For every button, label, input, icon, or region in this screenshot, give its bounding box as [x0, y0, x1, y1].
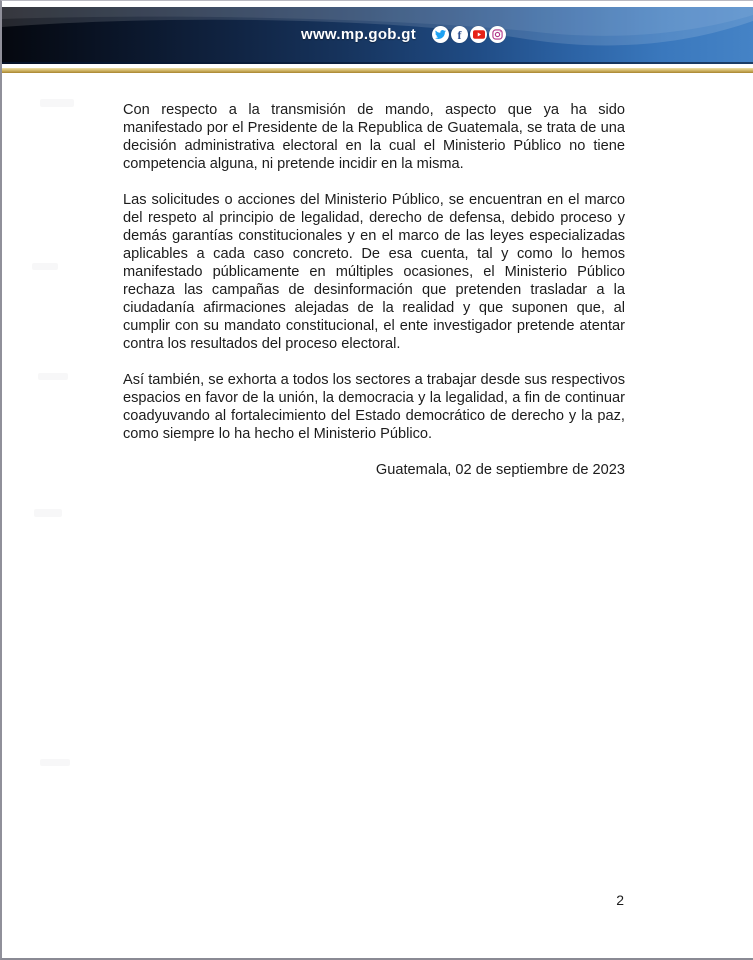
- instagram-icon: [489, 26, 506, 43]
- scan-artifact: [40, 99, 74, 107]
- paragraph-exhorto-sectores: Así también, se exhorta a todos los sectores a trabajar desde sus respectivos espacios en favor de la unión, la democracia y la legalidad, a fin de continuar coadyuvando al fortalecimiento del Estado democrático de derecho y la paz, como siempre lo ha hecho el Ministerio Público.: [123, 372, 625, 442]
- website-url-text: www.mp.gob.gt: [301, 26, 416, 43]
- gold-divider-line: [2, 68, 753, 73]
- paragraph-transmision-mando: Con respecto a la transmisión de mando, aspecto que ya ha sido manifestado por el Presidente de la Republica de Guatemala, se trata de una decisión administrativa electoral en la cual el Ministerio Público no tiene competencia alguna, ni pretende incidir en la misma.: [123, 102, 625, 172]
- dateline: Guatemala, 02 de septiembre de 2023: [375, 462, 625, 478]
- youtube-icon: [470, 26, 487, 43]
- scan-artifact: [40, 759, 70, 766]
- page-number: 2: [616, 892, 624, 908]
- scan-artifact: [38, 373, 68, 380]
- paragraph-solicitudes-mp: Las solicitudes o acciones del Ministerio Público, se encuentran en el marco del respeto al principio de legalidad, derecho de defensa, debido proceso y demás garantías constitucionales y en el marco de las leyes especializadas aplicables a cada caso concreto. De esa cuenta, tal y como lo hemos manifestado públicamente en múltiples ocasiones, el Ministerio Público rechaza las campañas de desinformación que pretenden trasladar a la ciudadanía afirmaciones alejadas de la realidad y que suponen que, al cumplir con su mandato constitucional, el ente investigador pretende atentar contra los resultados del proceso electoral.: [123, 192, 625, 352]
- twitter-icon: [432, 26, 449, 43]
- social-icon-row: [432, 26, 506, 43]
- scan-artifact: [34, 509, 62, 517]
- document-body: [123, 101, 625, 479]
- scan-artifact: [32, 263, 58, 270]
- facebook-icon: f: [451, 26, 468, 43]
- header-banner: [2, 7, 753, 64]
- banner-content: [28, 7, 753, 62]
